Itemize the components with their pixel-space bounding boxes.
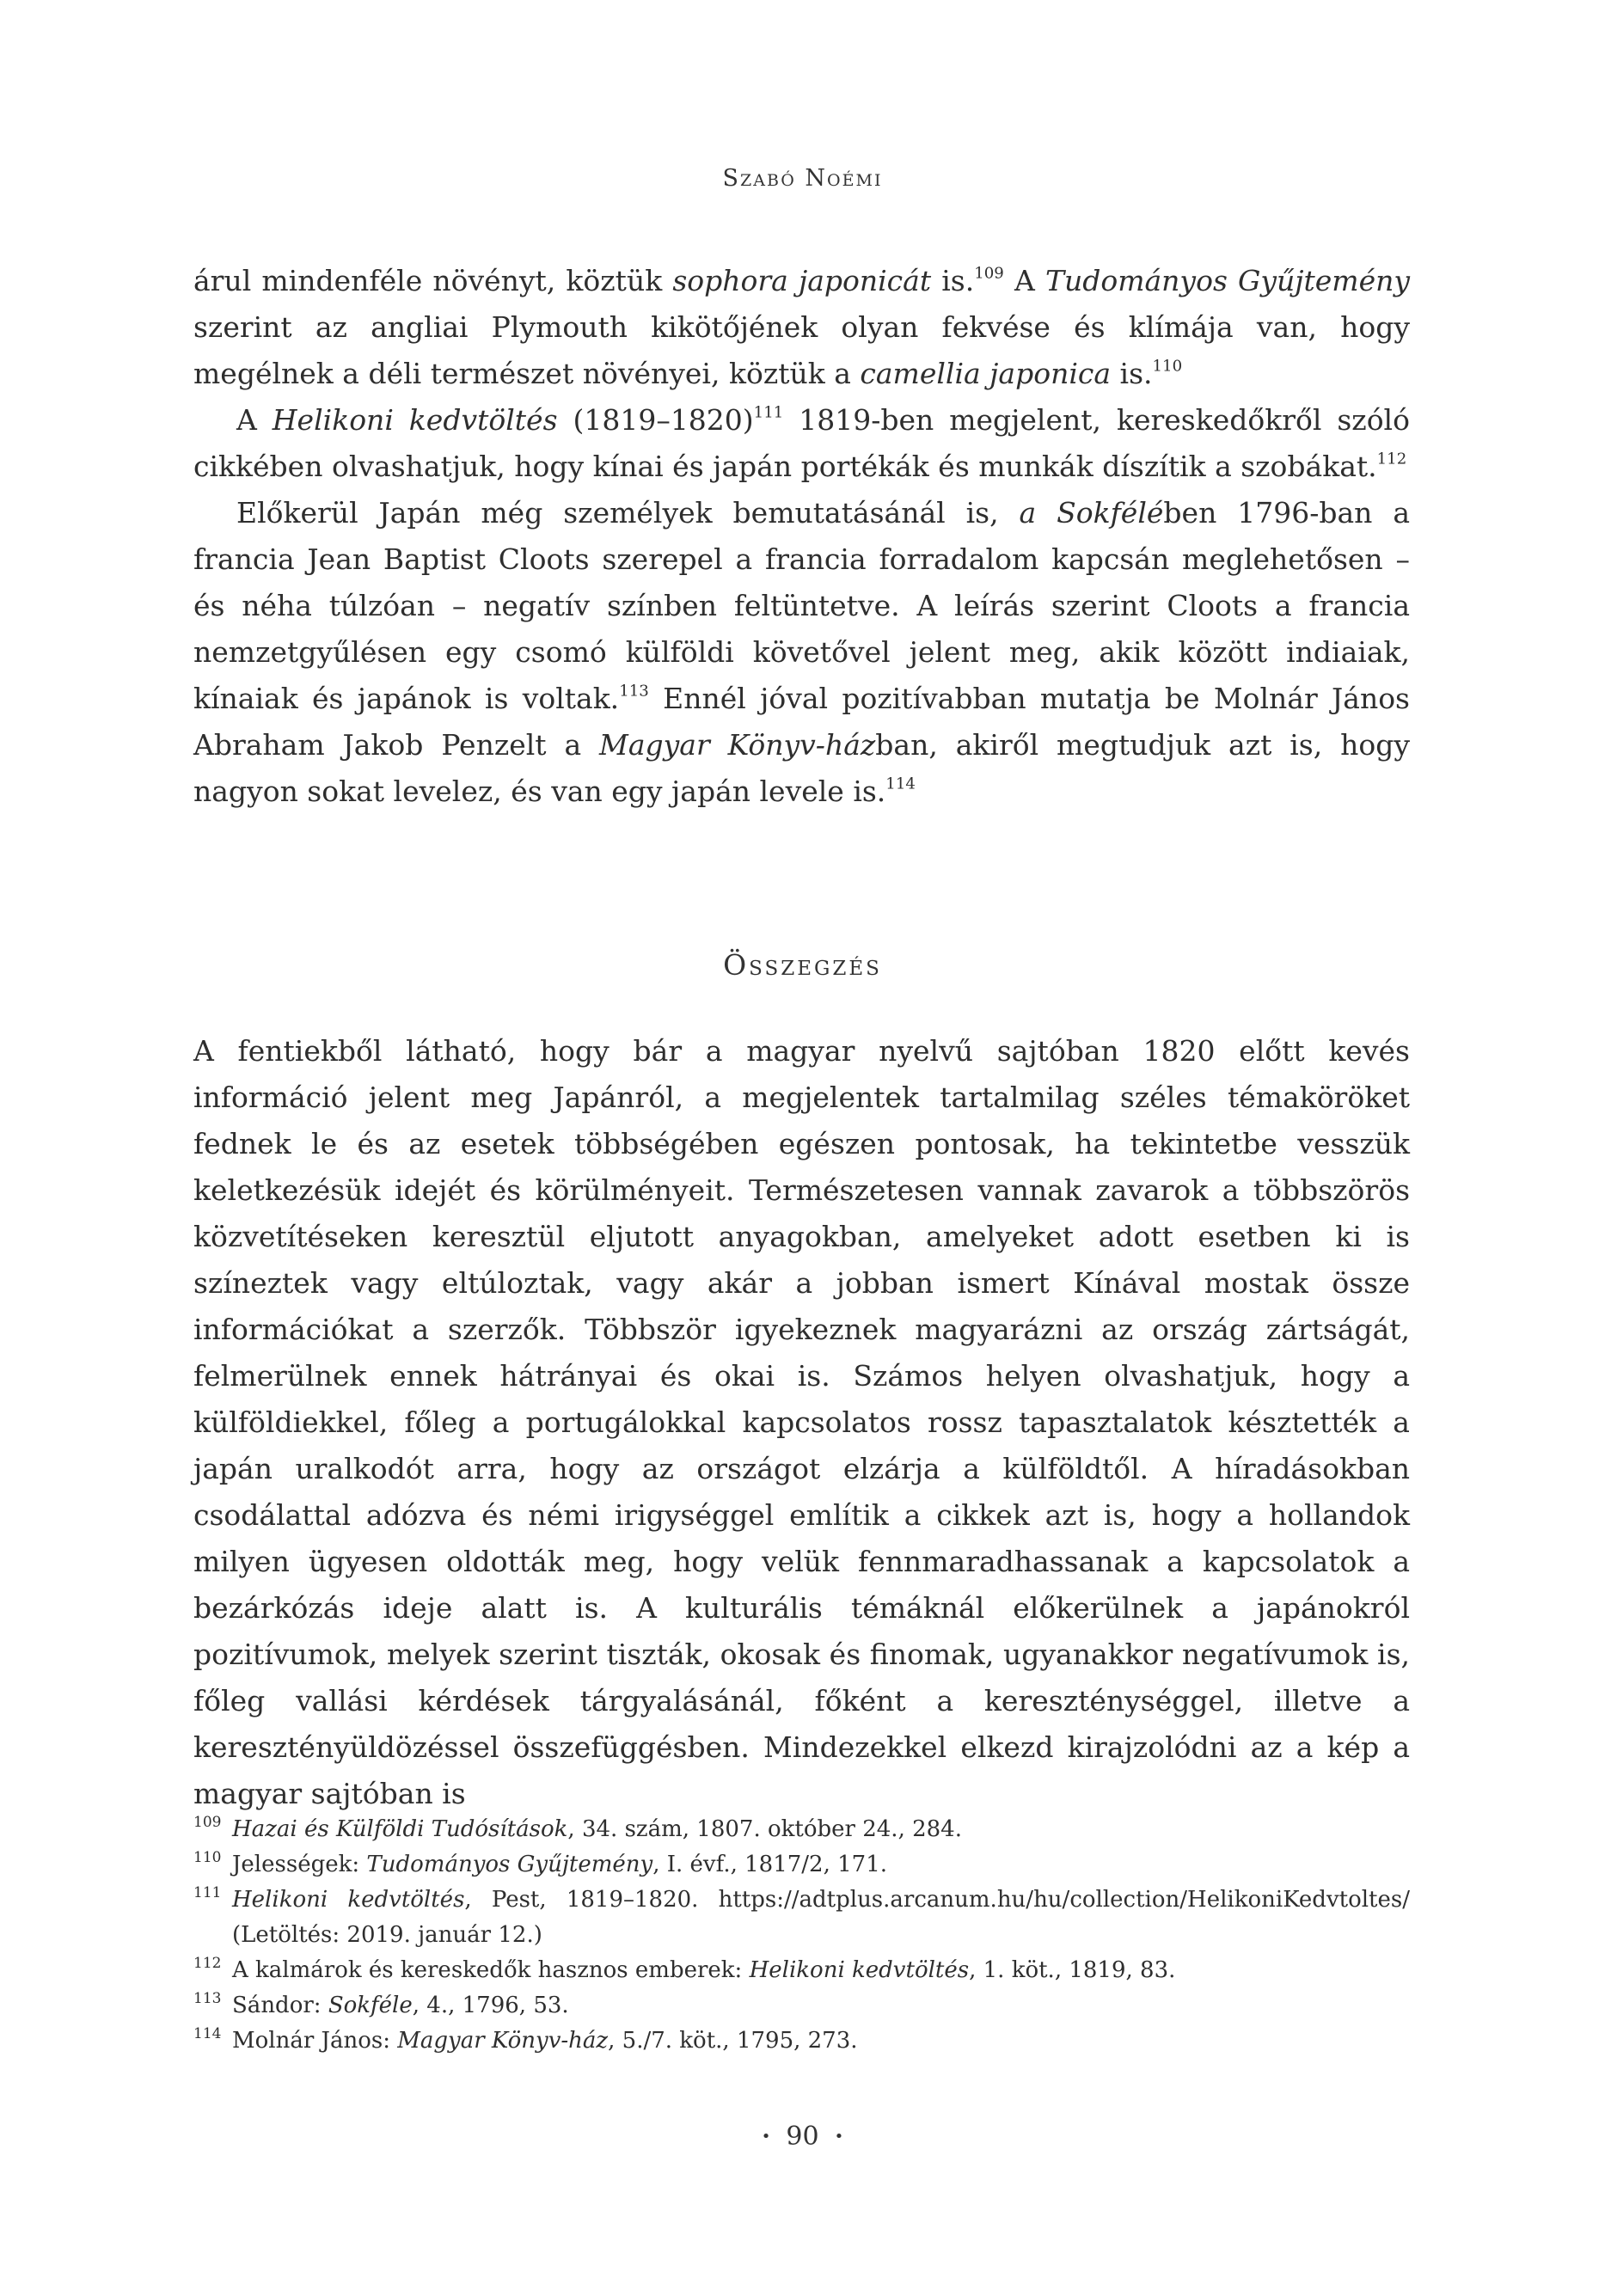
footnote-number: 113 (193, 1990, 222, 2007)
text-run: , 5./7. köt., 1795, 273. (608, 2028, 858, 2054)
italic-title: Magyar Könyv-ház (397, 2028, 609, 2054)
text-run: (1819–1820) (557, 403, 754, 437)
footnote-112 (193, 1953, 1410, 1988)
text-run: Jelességek: (232, 1852, 367, 1877)
text-run: ban, akiről megtudjuk azt is, hogy nagyon sokat levelez, és van egy japán levele is. (193, 728, 1411, 808)
text-run: A (1003, 264, 1045, 297)
paragraph-3 (193, 490, 1410, 815)
footnote-ref[interactable]: 110 (1152, 357, 1183, 376)
bullet-ornament-icon: • (834, 2127, 844, 2146)
text-run: , 34. szám, 1807. október 24., 284. (567, 1816, 962, 1842)
text-run: , 1. köt., 1819, 83. (969, 1957, 1176, 1983)
footnote-110 (193, 1847, 1410, 1883)
running-head-author: Szabó Noémi (722, 165, 883, 192)
footnote-109 (193, 1812, 1410, 1847)
italic-title: a Sokfélé (1019, 496, 1164, 530)
footnotes (193, 1812, 1410, 2059)
text-run: Molnár János: (232, 2028, 398, 2054)
italic-title: Magyar Könyv-ház (599, 728, 876, 762)
italic-title: Helikoni kedvtöltés (272, 403, 558, 437)
footnote-114 (193, 2024, 1410, 2059)
text-run: szerint az angliai Plymouth kikötőjének olyan fekvése és klímája van, hogy megélnek a déli természet növényei, köztük a (193, 310, 1410, 390)
italic-title: Tudományos Gyűjtemény (366, 1852, 653, 1877)
text-run: , 4., 1796, 53. (412, 1993, 569, 2018)
body-text-top (193, 258, 1410, 815)
paragraph-1 (193, 258, 1410, 397)
footnote-number: 109 (193, 1814, 222, 1831)
text-run: Sándor: (232, 1993, 328, 2018)
footnote-113 (193, 1988, 1410, 2024)
text-run: árul mindenféle növényt, köztük (193, 264, 673, 297)
text-run: Ennél jóval pozitívabban mutatja be Molnár János Abraham Jakob Penzelt a (193, 682, 1410, 762)
footnote-number: 110 (193, 1849, 222, 1866)
body-text-summary (193, 1028, 1410, 1817)
italic-title: Helikoni kedvtöltés (232, 1887, 465, 1913)
text-run: is. (931, 264, 975, 297)
paragraph-2 (193, 397, 1410, 490)
bullet-ornament-icon: • (761, 2127, 771, 2146)
summary-paragraph: A fentiekből látható, hogy bár a magyar nyelvű sajtóban 1820 előtt kevés információ jelent meg Japánról, a megjelentek tartalmilag széles témaköröket fednek le és az esetek többségében egészen pontosak, ha tekintetbe vesszük keletkezésük idejét és körülményeit. Természetesen vannak zavarok a többszörös közvetítéseken keresztül eljutott anyagokban, amelyeket adott esetben ki is színeztek vagy eltúloztak, vagy akár a jobban ismert Kínával mostak össze információkat a szerzők. Többször igyekeznek magyarázni az ország zártságát, felmerülnek ennek hátrányai és okai is. Számos helyen olvashatjuk, hogy a külföldiekkel, főleg a portugálokkal kapcsolatos rossz tapasztalatok késztették a japán uralkodót arra, hogy az országot elzárja a külföldtől. A híradásokban csodálattal adózva és némi irigységgel említik a cikkek azt is, hogy a hollandok milyen ügyesen oldották meg, hogy velük fennmaradhassanak a kapcsolatok a bezárkózás ideje alatt is. A kulturális témáknál előkerülnek a japánokról pozitívumok, melyek szerint tiszták, okosak és finomak, ugyanakkor negatívumok is, főleg vallási kérdések tárgyalásánál, főként a kereszténységgel, illetve a keresztényüldözéssel összefüggésben. Mindezekkel elkezd kirajzolódni az a kép a magyar sajtóban is (193, 1034, 1410, 1810)
italic-title: Hazai és Külföldi Tudósítások (232, 1816, 568, 1842)
footnote-link-text[interactable]: , Pest, 1819–1820. https://adtplus.arcanum.hu/hu/collection/HelikoniKedvtoltes/ (Letöltés: 2019. január 12.) (232, 1887, 1410, 1948)
page-number-value: 90 (786, 2122, 819, 2152)
footnote-number: 112 (193, 1955, 222, 1972)
text-run: ben 1796-ban a francia Jean Baptist Cloots szerepel a francia forradalom kapcsán meglehetősen – és néha túlzóan – negatív színben feltüntetve. A leírás szerint Cloots a francia nemzetgyűlésen egy csomó külföldi követővel jelent meg, akik között indiaiak, kínaiak és japánok is voltak. (193, 496, 1411, 715)
italic-title: Helikoni kedvtöltés (749, 1957, 970, 1983)
text-run: Előkerül Japán még személyek bemutatásánál is, (236, 496, 1020, 530)
text-run: A kalmárok és kereskedők hasznos emberek: (232, 1957, 750, 1983)
footnote-ref[interactable]: 111 (753, 403, 784, 422)
italic-title: Sokféle (328, 1993, 413, 2018)
text-run: is. (1111, 357, 1153, 390)
italic-title: Tudományos Gyűjtemény (1044, 264, 1411, 297)
footnote-ref[interactable]: 112 (1376, 450, 1407, 468)
footnote-ref[interactable]: 109 (974, 264, 1004, 283)
italic-term: sophora japonicát (672, 264, 932, 297)
italic-term: camellia japonica (860, 357, 1112, 390)
section-heading: Összegzés (723, 948, 882, 982)
footnote-number: 114 (193, 2025, 222, 2042)
footnote-ref[interactable]: 114 (885, 775, 916, 793)
footnote-111 (193, 1883, 1410, 1953)
footnote-ref[interactable]: 113 (619, 682, 649, 701)
page-number (0, 2122, 1605, 2152)
text-run: , I. évf., 1817/2, 171. (652, 1852, 888, 1877)
footnote-number: 111 (193, 1884, 222, 1901)
text-run: 1819-ben megjelent, kereskedőkről szóló cikkében olvashatjuk, hogy kínai és japán portékák és munkák díszítik a szobákat. (193, 403, 1410, 483)
text-run: A (236, 403, 273, 437)
